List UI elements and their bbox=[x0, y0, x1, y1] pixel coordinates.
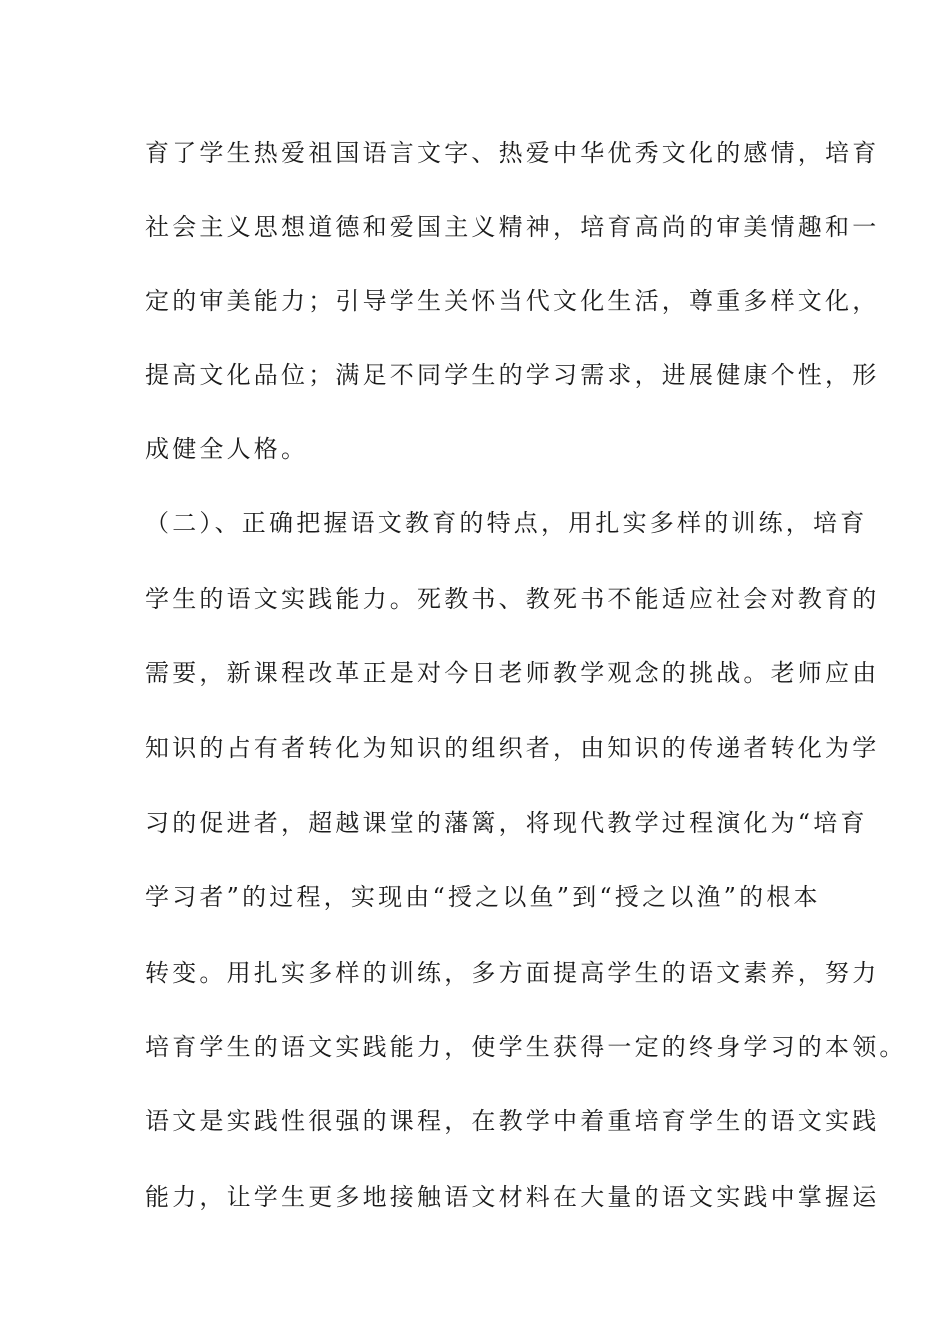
text-line: 语文是实践性很强的课程，在教学中着重培育学生的语文实践 bbox=[145, 1107, 880, 1135]
text-line: 能力，让学生更多地接触语文材料在大量的语文实践中掌握运 bbox=[145, 1183, 880, 1211]
text-line: 育了学生热爱祖国语言文字、热爱中华优秀文化的感情，培育 bbox=[145, 139, 880, 167]
text-line: 培育学生的语文实践能力，使学生获得一定的终身学习的本领。 bbox=[145, 1033, 907, 1061]
section-heading-line: （二）、正确把握语文教育的特点，用扎实多样的训练，培育 bbox=[145, 509, 868, 537]
text-line: 定的审美能力；引导学生关怀当代文化生活，尊重多样文化， bbox=[145, 287, 880, 315]
text-line: 习的促进者，超越课堂的藩篱，将现代教学过程演化为“培育 bbox=[145, 809, 868, 837]
text-line: 知识的占有者转化为知识的组织者，由知识的传递者转化为学 bbox=[145, 734, 880, 762]
text-line: 转变。用扎实多样的训练，多方面提高学生的语文素养，努力 bbox=[145, 959, 880, 987]
text-line: 提高文化品位；满足不同学生的学习需求，进展健康个性，形 bbox=[145, 361, 880, 389]
text-line: 学习者”的过程，实现由“授之以鱼”到“授之以渔”的根本 bbox=[145, 883, 821, 911]
text-line: 成健全人格。 bbox=[145, 435, 309, 463]
text-line: 社会主义思想道德和爱国主义精神，培育高尚的审美情趣和一 bbox=[145, 213, 880, 241]
text-line: 学生的语文实践能力。死教书、教死书不能适应社会对教育的 bbox=[145, 585, 880, 613]
text-line: 需要，新课程改革正是对今日老师教学观念的挑战。老师应由 bbox=[145, 659, 880, 687]
